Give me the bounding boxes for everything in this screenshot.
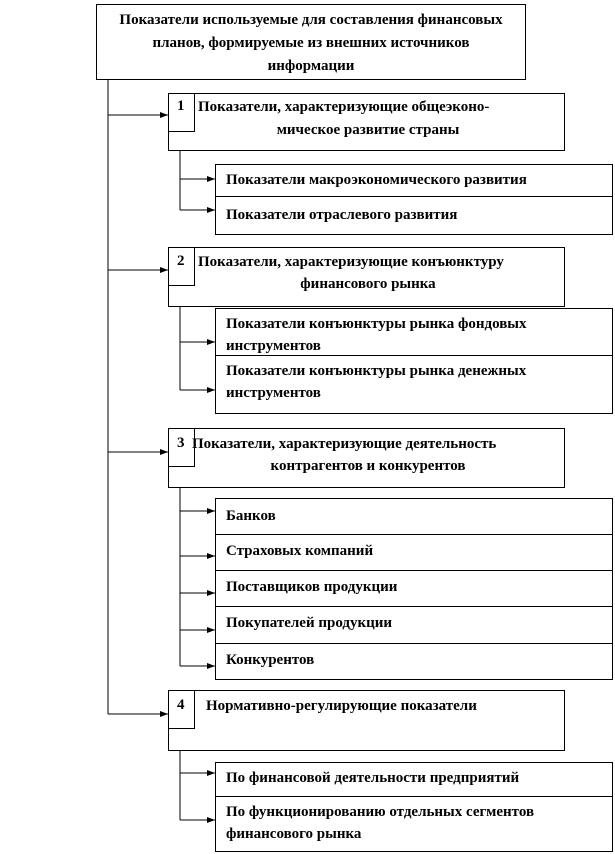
group-1-item-2: Показатели отраслевого развития xyxy=(226,207,458,223)
group-4-title-line1: Нормативно-регулирующие показатели xyxy=(206,698,477,714)
group-3-item-2: Страховых компаний xyxy=(226,543,374,559)
group-1-title-line2: мическое развитие страны xyxy=(276,122,460,138)
group-4-item-2: По функционированию отдельных сегментов финансового рынка xyxy=(226,804,535,842)
group-2-title-line2: финансового рынка xyxy=(300,276,436,292)
group-3-item-1: Банков xyxy=(226,508,276,524)
group-4-number: 4 xyxy=(177,697,185,713)
root-title: Показатели используемые для составления финансовых планов, формируемые из внешних источников информации xyxy=(119,12,503,74)
group-1-item-1: Показатели макроэкономического развития xyxy=(226,172,527,188)
group-4-item-1: По финансовой деятельности предприятий xyxy=(226,770,520,786)
group-3-number: 3 xyxy=(177,435,185,451)
group-3-title-line2: контрагентов и конкурентов xyxy=(270,458,466,474)
group-3-title-line1: Показатели, характеризующие деятельность xyxy=(192,436,497,452)
group-3-item-5: Конкурентов xyxy=(226,652,315,668)
group-1-number: 1 xyxy=(177,98,185,114)
group-3-item-4: Покупателей продукции xyxy=(226,615,393,631)
group-3-item-3: Поставщиков продукции xyxy=(226,579,398,595)
group-2-item-1: Показатели конъюнктуры рынка фондовых инструментов xyxy=(226,316,527,354)
group-1-title-line1: Показатели, характеризующие общеэконо- xyxy=(198,99,490,115)
group-2-item-2: Показатели конъюнктуры рынка денежных инструментов xyxy=(226,363,527,401)
group-2-number: 2 xyxy=(177,253,185,269)
group-2-title-line1: Показатели, характеризующие конъюнктуру xyxy=(198,254,504,270)
